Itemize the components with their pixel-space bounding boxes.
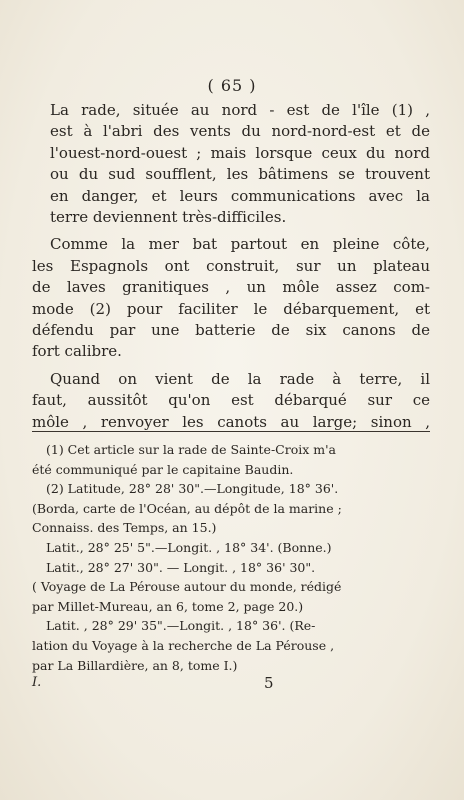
text-line: en danger, et leurs communications avec la — [50, 186, 430, 205]
footnote-line: (1) Cet article sur la rade de Sainte-Croix m'a — [46, 442, 337, 457]
footnote-line: (2) Latitude, 28° 28' 30".—Longitude, 18° 36'. — [46, 481, 339, 497]
footnote-line: par La Billardière, an 8, tome I.) — [32, 657, 238, 673]
footnotes — [32, 440, 430, 675]
text-line: est à l'abri des vents du nord-nord-est et de — [50, 122, 430, 141]
text-line: terre deviennent très-difficiles. — [50, 208, 287, 227]
text-line: Quand on vient de la rade à terre, il — [50, 369, 430, 388]
footnote-line: Connaiss. des Temps, an 15.) — [32, 520, 217, 536]
text-line: Comme la mer bat partout en pleine côte, — [50, 235, 430, 254]
footnote-line: Latit. , 28° 29' 35".—Longit. , 18° 36'. (Re- — [46, 618, 316, 634]
text-line: La rade, située au nord - est de l'île (1) , — [50, 101, 430, 119]
footnote-line: été communiqué par le capitaine Baudin. — [32, 461, 294, 477]
text-line: mode (2) pour faciliter le débarquement, et — [32, 299, 430, 318]
text-line: faut, aussitôt qu'on est débarqué sur ce — [32, 391, 430, 410]
footnote-line: par Millet-Mureau, an 6, tome 2, page 20.) — [32, 598, 304, 614]
text-line: les Espagnols ont construit, sur un plateau — [32, 256, 430, 275]
page-number: ( 65 ) — [207, 76, 257, 95]
paragraph — [32, 100, 430, 228]
gathering-number: 5 — [264, 674, 274, 692]
paragraph — [32, 234, 430, 362]
text-line: ou du sud soufflent, les bâtimens se trouvent — [50, 165, 430, 184]
footnote-line: lation du Voyage à la recherche de La Pérouse , — [32, 637, 335, 653]
main-text — [32, 100, 430, 439]
text-line: l'ouest-nord-ouest ; mais lorsque ceux du nord — [50, 143, 430, 162]
signature-mark: I. — [32, 675, 42, 690]
paragraph — [32, 369, 430, 433]
footnote-line: Latit., 28° 25' 5".—Longit. , 18° 34'. (Bonne.) — [46, 539, 332, 555]
text-line: môle , renvoyer les canots au large; sinon , — [32, 412, 430, 431]
footnote-line: Latit., 28° 27' 30". — Longit. , 18° 36' 30". — [46, 559, 316, 575]
text-line: de laves granitiques , un môle assez com- — [32, 278, 430, 297]
footnote-line: ( Voyage de La Pérouse autour du monde, rédigé — [32, 579, 342, 595]
footnote-rule — [32, 431, 430, 432]
text-line: fort calibre. — [32, 342, 122, 361]
text-line: défendu par une batterie de six canons de — [32, 321, 430, 340]
footnote-line: (Borda, carte de l'Océan, au dépôt de la marine ; — [32, 500, 342, 516]
